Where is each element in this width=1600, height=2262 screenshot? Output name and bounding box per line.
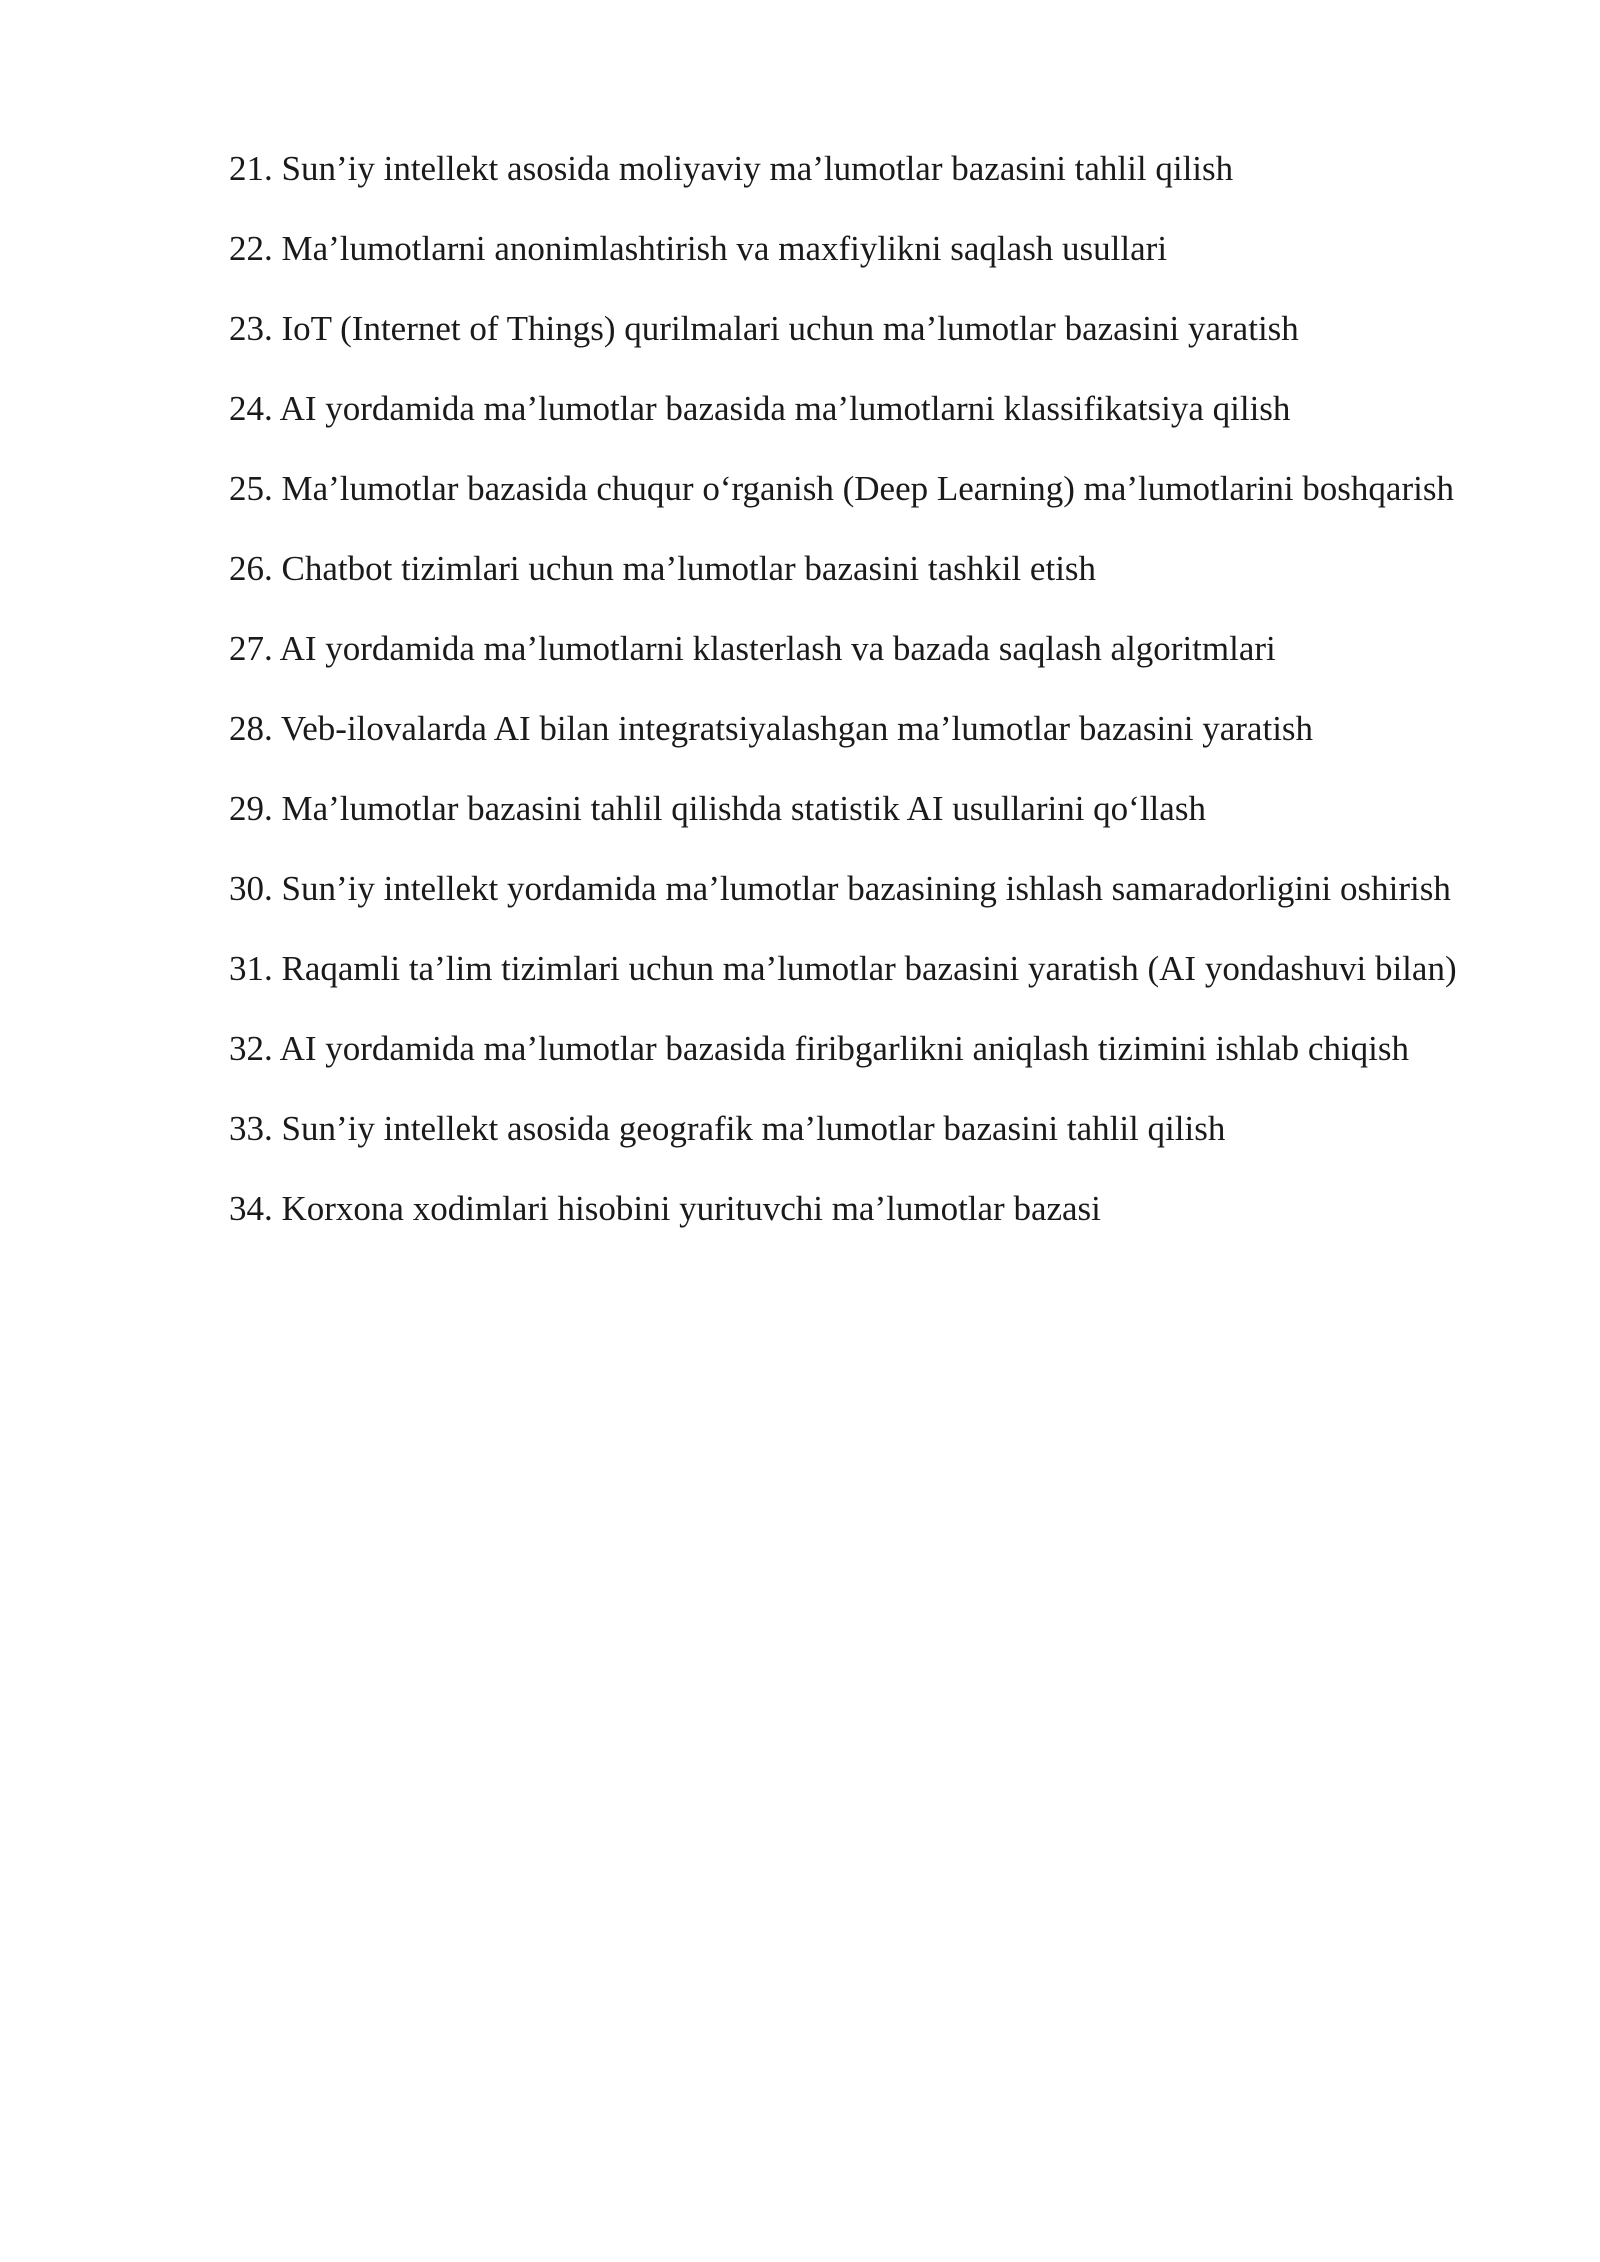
item-number: 33.	[229, 1109, 273, 1148]
item-number: 34.	[229, 1189, 273, 1228]
list-item	[229, 468, 1469, 510]
item-text: Sun’iy intellekt yordamida ma’lumotlar bazasining ishlash samaradorligini oshirish	[281, 869, 1451, 908]
item-number: 22.	[229, 229, 273, 268]
item-number: 31.	[229, 949, 273, 988]
item-number: 27.	[229, 629, 273, 668]
item-text: Ma’lumotlar bazasini tahlil qilishda statistik AI usullarini qo‘llash	[281, 789, 1206, 828]
item-number: 29.	[229, 789, 273, 828]
item-text: Korxona xodimlari hisobini yurituvchi ma’lumotlar bazasi	[281, 1189, 1101, 1228]
list-item	[229, 1108, 1469, 1150]
item-number: 21.	[229, 149, 273, 188]
list-item	[229, 628, 1469, 670]
list-item	[229, 788, 1469, 830]
item-text: AI yordamida ma’lumotlar bazasida ma’lumotlarni klassifikatsiya qilish	[279, 389, 1291, 428]
item-text: Ma’lumotlarni anonimlashtirish va maxfiylikni saqlash usullari	[281, 229, 1168, 268]
list-item	[229, 148, 1469, 190]
list-item	[229, 388, 1469, 430]
item-text: Sun’iy intellekt asosida moliyaviy ma’lumotlar bazasini tahlil qilish	[281, 149, 1234, 188]
item-text: AI yordamida ma’lumotlar bazasida firibgarlikni aniqlash tizimini ishlab chiqish	[279, 1029, 1410, 1068]
list-item	[229, 228, 1469, 270]
item-number: 26.	[229, 549, 273, 588]
list-item	[229, 548, 1469, 590]
item-text: IoT (Internet of Things) qurilmalari uchun ma’lumotlar bazasini yaratish	[281, 309, 1299, 348]
list-item	[229, 308, 1469, 350]
item-number: 25.	[229, 469, 273, 508]
item-text: Veb-ilovalarda AI bilan integratsiyalashgan ma’lumotlar bazasini yaratish	[280, 709, 1314, 748]
item-text: Raqamli ta’lim tizimlari uchun ma’lumotlar bazasini yaratish (AI yondashuvi bilan)	[281, 949, 1457, 988]
item-number: 24.	[229, 389, 273, 428]
list-item	[229, 1028, 1469, 1070]
item-text: Ma’lumotlar bazasida chuqur o‘rganish (Deep Learning) ma’lumotlarini boshqarish	[281, 469, 1454, 508]
item-number: 30.	[229, 869, 273, 908]
list-item	[229, 868, 1469, 910]
item-text: Sun’iy intellekt asosida geografik ma’lumotlar bazasini tahlil qilish	[281, 1109, 1226, 1148]
topic-list	[229, 148, 1469, 1268]
item-text: Chatbot tizimlari uchun ma’lumotlar bazasini tashkil etish	[281, 549, 1097, 588]
list-item	[229, 948, 1469, 990]
list-item	[229, 708, 1469, 750]
item-number: 28.	[229, 709, 273, 748]
item-number: 23.	[229, 309, 273, 348]
item-text: AI yordamida ma’lumotlarni klasterlash va bazada saqlash algoritmlari	[279, 629, 1276, 668]
list-item	[229, 1188, 1469, 1230]
item-number: 32.	[229, 1029, 273, 1068]
